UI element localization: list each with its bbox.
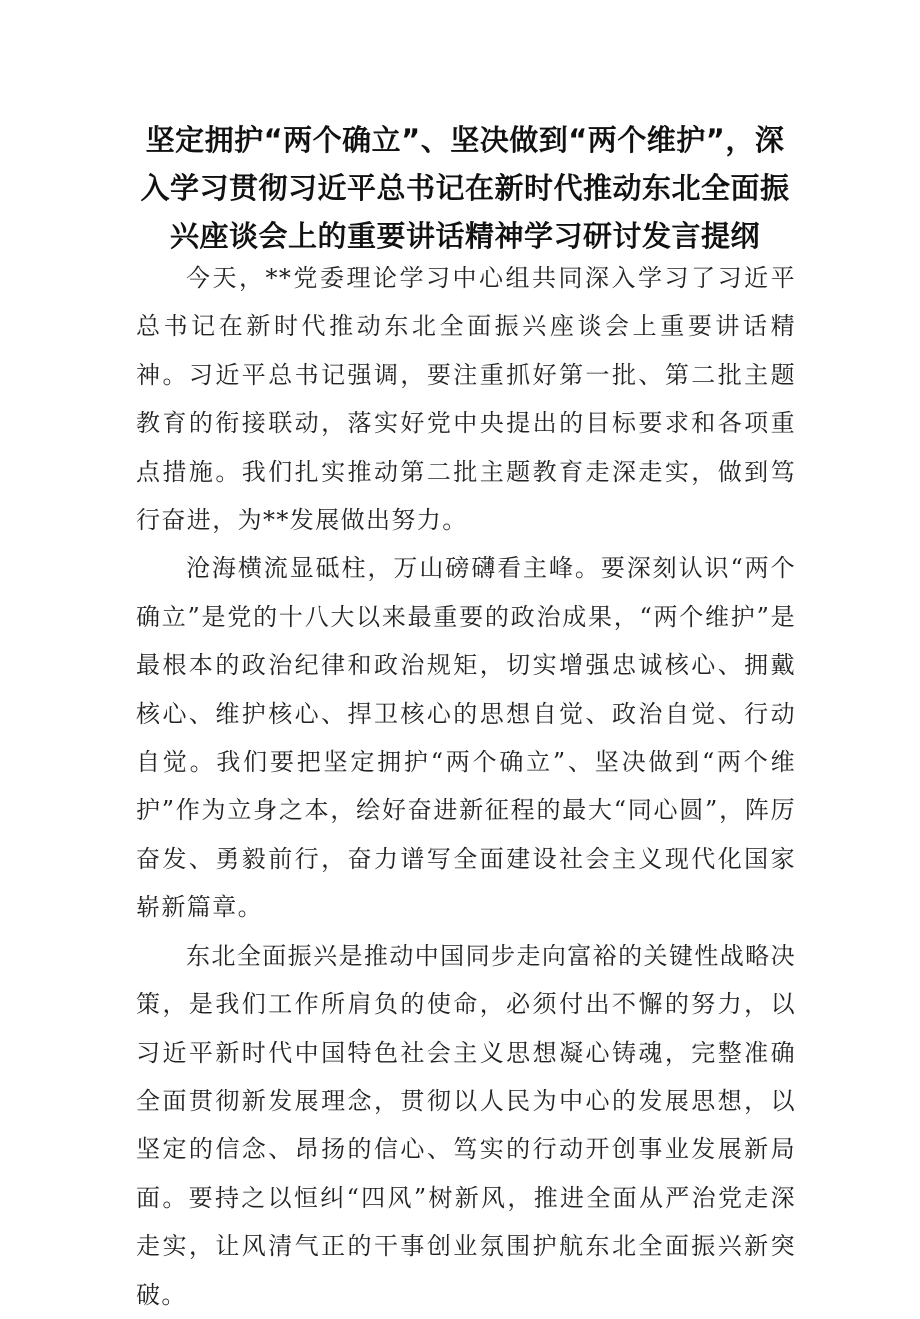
title-line-3: 兴座谈会上的重要讲话精神学习研讨发言提纲	[169, 219, 760, 253]
document-body	[136, 254, 796, 1319]
paragraph-2: 沧海横流显砥柱，万山磅礴看主峰。要深刻认识“两个确立”是党的十八大以来最重要的政治成果，“两个维护”是最根本的政治纪律和政治规矩，切实增强忠诚核心、拥戴核心、维护核心、捍卫核心的思想自觉、政治自觉、行动自觉。我们要把坚定拥护“两个确立”、坚决做到“两个维护”作为立身之本，绘好奋进新征程的最大“同心圆”，阵厉奋发、勇毅前行，奋力谱写全面建设社会主义现代化国家崭新篇章。	[136, 554, 796, 922]
paragraph-1: 今天，**党委理论学习中心组共同深入学习了习近平总书记在新时代推动东北全面振兴座谈会上重要讲话精神。习近平总书记强调，要注重抓好第一批、第二批主题教育的衔接联动，落实好党中央提出的目标要求和各项重点措施。我们扎实推动第二批主题教育走深走实，做到笃行奋进，为**发展做出努力。	[136, 264, 796, 535]
document-title	[120, 116, 810, 260]
title-line-1: 坚定拥护“两个确立”、坚决做到“两个维护”，深	[145, 123, 785, 157]
paragraph-3: 东北全面振兴是推动中国同步走向富裕的关键性战略决策，是我们工作所肩负的使命，必须付出不懈的努力，以习近平新时代中国特色社会主义思想凝心铸魂，完整准确全面贯彻新发展理念，贯彻以人民为中心的发展思想，以坚定的信念、昂扬的信心、笃实的行动开创事业发展新局面。要持之以恒纠“四风”树新风，推进全面从严治党走深走实，让风清气正的干事创业氛围护航东北全面振兴新突破。	[136, 941, 796, 1309]
title-line-2: 入学习贯彻习近平总书记在新时代推动东北全面振	[140, 171, 790, 205]
